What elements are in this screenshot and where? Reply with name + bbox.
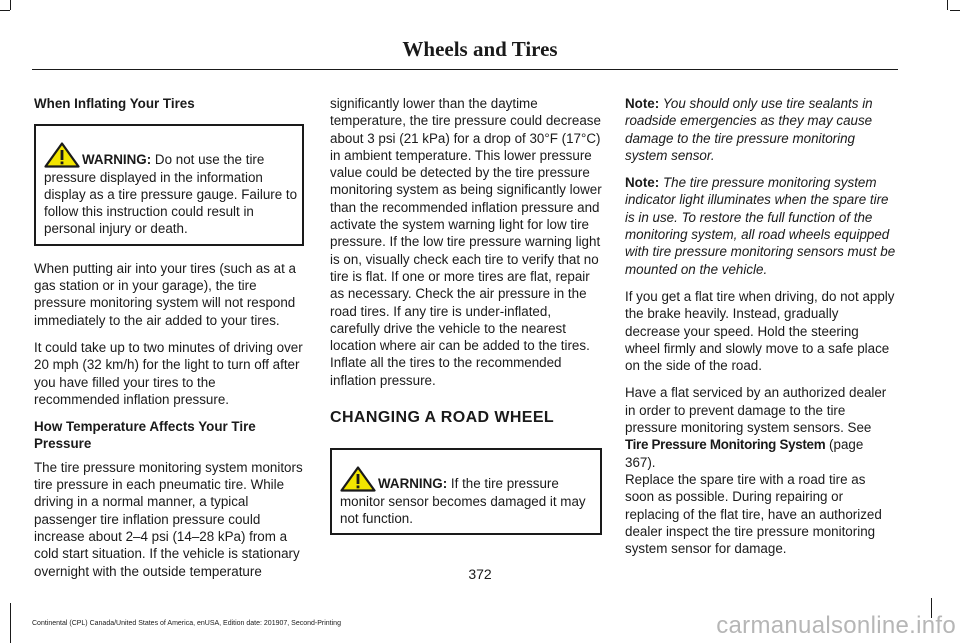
crop-mark — [10, 0, 11, 10]
paragraph — [625, 384, 897, 470]
note — [625, 95, 897, 164]
note — [625, 174, 897, 278]
paragraph: The tire pressure monitoring system monitors tire pressure in each pneumatic tire. While driving in a normal manner, a typical passenger tire inflation pressure could increase about 2–4 psi (14–28 kPa) from a cold start situation. If the vehicle is stationary overnight with the outside temperature — [34, 459, 303, 579]
warning-label: WARNING: — [82, 152, 152, 168]
heading-inflating: When Inflating Your Tires — [34, 96, 195, 111]
heading-temperature: How Temperature Affects Your Tire Pressure — [34, 419, 256, 452]
left-column — [34, 95, 304, 590]
note-label: Note: — [625, 96, 660, 111]
edition-footer: Continental (CPL) Canada/United States of America, enUSA, Edition date: 201907, Second-Printing — [32, 620, 341, 627]
cross-reference-link[interactable]: Tire Pressure Monitoring System — [625, 437, 826, 453]
right-column — [625, 95, 897, 567]
note-text: The tire pressure monitoring system indicator light illuminates when the spare tire is in use. To restore the full function of the monitoring system, all road wheels equipped with tire pressure monitoring sensors must be mounted on the vehicle. — [625, 175, 896, 277]
warning-label: WARNING: — [378, 476, 448, 492]
warning-text: If the tire pressure monitor sensor becomes damaged it may not function. — [340, 476, 586, 526]
paragraph: significantly lower than the daytime temperature, the tire pressure could decrease about 3 psi (21 kPa) for a drop of 30°F (17°C) in ambient temperature. This lower pressure value could be detected by the tire pressure monitoring system as being significantly lower than the recommended inflation pressure and activate the system warning light for low tire pressure. If the low tire pressure warning light is on, visually check each tire to verify that no tire is flat. If one or more tires are flat, repair as necessary. Check the air pressure in the road tires. If any tire is under-inflated, carefully drive the vehicle to the nearest location where air can be added to the tires. Inflate all the tires to the recommended inflation pressure. — [330, 96, 602, 388]
middle-column — [330, 95, 602, 549]
page-reference: (page 367). — [625, 437, 864, 470]
warning-box — [330, 448, 602, 535]
note-text: You should only use tire sealants in roadside emergencies as they may cause damage to the tire pressure monitoring system sensor. — [625, 96, 873, 163]
header-rule — [32, 69, 898, 70]
section-title: CHANGING A ROAD WHEEL — [330, 409, 555, 427]
warning-triangle-icon — [340, 466, 376, 492]
crop-mark — [10, 603, 11, 643]
warning-box — [34, 124, 304, 245]
note-label: Note: — [625, 175, 660, 191]
paragraph-text: Have a flat serviced by an authorized dealer in order to prevent damage to the tire pressure monitoring system sensors. See — [625, 385, 887, 436]
crop-mark — [950, 10, 960, 11]
crop-mark — [947, 0, 948, 10]
paragraph: If you get a flat tire when driving, do not apply the brake heavily. Instead, gradually decrease your speed. Hold the steering wheel firmly and slowly move to a safe place on the side of the road. — [625, 288, 895, 374]
watermark: carmanualsonline.info — [716, 612, 956, 639]
page-title: Wheels and Tires — [402, 37, 558, 61]
page-number: 372 — [468, 566, 492, 582]
paragraph: It could take up to two minutes of driving over 20 mph (32 km/h) for the light to turn off after you have filled your tires to the recommended inflation pressure. — [34, 339, 303, 407]
crop-mark — [0, 10, 10, 11]
warning-triangle-icon — [44, 142, 80, 168]
paragraph: When putting air into your tires (such as at a gas station or in your garage), the tire pressure monitoring system will not respond immediately to the air added to your tires. — [34, 260, 296, 328]
warning-text: Do not use the tire pressure displayed in the information display as a tire pressure gauge. Failure to follow this instruction could result in personal injury or death. — [44, 152, 298, 237]
paragraph: Replace the spare tire with a road tire as soon as possible. During repairing or replacing of the flat tire, have an authorized dealer inspect the tire pressure monitoring system sensor for damage. — [625, 471, 882, 557]
